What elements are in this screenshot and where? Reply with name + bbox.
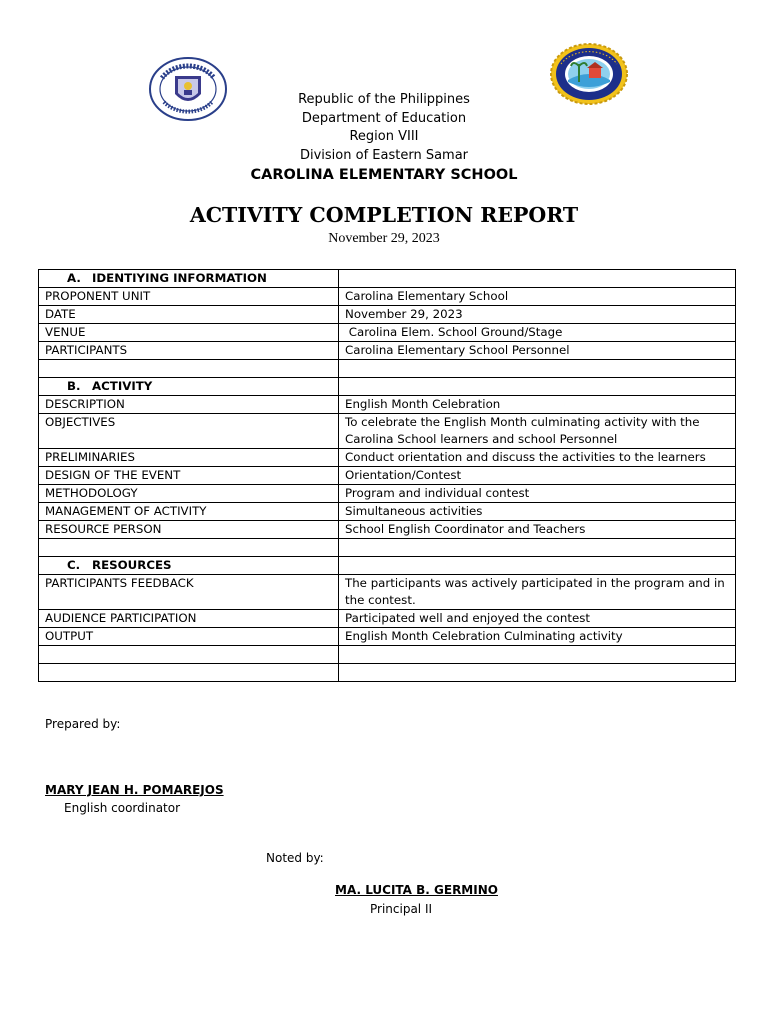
field-label-cell: DATE: [39, 306, 339, 324]
field-value-cell: English Month Celebration Culminating activity: [339, 628, 736, 646]
table-row: [39, 628, 736, 646]
field-label-cell: PARTICIPANTS FEEDBACK: [39, 575, 339, 610]
header-line-division: Division of Eastern Samar: [299, 147, 469, 163]
field-label-cell: PROPONENT UNIT: [39, 288, 339, 306]
field-value-cell: [339, 270, 736, 288]
field-label-cell: VENUE: [39, 324, 339, 342]
field-value-cell: [339, 664, 736, 682]
report-title: ACTIVITY COMPLETION REPORT: [189, 203, 579, 227]
table-row: [39, 664, 736, 682]
field-value-cell: Carolina Elementary School: [339, 288, 736, 306]
field-value-cell: Program and individual contest: [339, 485, 736, 503]
field-value-cell: School English Coordinator and Teachers: [339, 521, 736, 539]
field-label-cell: PARTICIPANTS: [39, 342, 339, 360]
noted-by-label: Noted by:: [266, 851, 324, 865]
section-label: RESOURCES: [92, 558, 172, 572]
table-row: [39, 324, 736, 342]
section-title-cell: [39, 270, 339, 288]
report-table: [38, 269, 736, 682]
field-value-cell: [339, 360, 736, 378]
section-letter: C.: [67, 558, 81, 572]
section-header-row: [39, 557, 736, 575]
section-header-row: [39, 270, 736, 288]
report-date: November 29, 2023: [328, 231, 440, 246]
field-label-cell: [39, 646, 339, 664]
header-line-region: Region VIII: [349, 129, 419, 144]
table-row: [39, 575, 736, 610]
field-label-cell: DESCRIPTION: [39, 396, 339, 414]
field-value-cell: [339, 378, 736, 396]
section-header-row: [39, 378, 736, 396]
section-letter: A.: [67, 271, 81, 285]
field-value-cell: Orientation/Contest: [339, 467, 736, 485]
table-row: [39, 342, 736, 360]
field-value-cell: English Month Celebration: [339, 396, 736, 414]
field-value-cell: [339, 646, 736, 664]
table-row: [39, 521, 736, 539]
header-line-republic: Republic of the Philippines: [298, 92, 470, 107]
table-row: [39, 646, 736, 664]
table-row: [39, 610, 736, 628]
field-value-cell: Carolina Elementary School Personnel: [339, 342, 736, 360]
header-line-department: Department of Education: [301, 110, 467, 126]
prepared-by-label: Prepared by:: [45, 717, 121, 731]
field-label-cell: [39, 539, 339, 557]
table-row: [39, 360, 736, 378]
field-value-cell: To celebrate the English Month culminating activity with the Carolina School learners and school Personnel: [339, 414, 736, 449]
field-label-cell: RESOURCE PERSON: [39, 521, 339, 539]
field-label-cell: OUTPUT: [39, 628, 339, 646]
field-value-cell: [339, 557, 736, 575]
section-label: IDENTIYING INFORMATION: [92, 271, 267, 285]
field-label-cell: OBJECTIVES: [39, 414, 339, 449]
field-label-cell: PRELIMINARIES: [39, 449, 339, 467]
field-value-cell: November 29, 2023: [339, 306, 736, 324]
prepared-by-name: MARY JEAN H. POMAREJOS: [45, 783, 224, 797]
table-row: [39, 396, 736, 414]
field-label-cell: AUDIENCE PARTICIPATION: [39, 610, 339, 628]
field-value-cell: Carolina Elem. School Ground/Stage: [339, 324, 736, 342]
table-row: [39, 306, 736, 324]
header-lines: [0, 91, 768, 165]
table-row: [39, 539, 736, 557]
table-row: [39, 449, 736, 467]
field-label-cell: METHODOLOGY: [39, 485, 339, 503]
table-row: [39, 288, 736, 306]
prepared-by-title: English coordinator: [64, 801, 181, 815]
field-value-cell: Simultaneous activities: [339, 503, 736, 521]
section-label: ACTIVITY: [92, 379, 153, 393]
field-value-cell: Conduct orientation and discuss the activities to the learners: [339, 449, 736, 467]
table-row: [39, 485, 736, 503]
field-value-cell: The participants was actively participated in the program and in the contest.: [339, 575, 736, 610]
table-row: [39, 414, 736, 449]
table-row: [39, 503, 736, 521]
section-title-cell: [39, 378, 339, 396]
field-label-cell: [39, 360, 339, 378]
field-label-cell: DESIGN OF THE EVENT: [39, 467, 339, 485]
field-value-cell: Participated well and enjoyed the contest: [339, 610, 736, 628]
school-name: CAROLINA ELEMENTARY SCHOOL: [250, 167, 518, 183]
section-title-cell: [39, 557, 339, 575]
field-label-cell: MANAGEMENT OF ACTIVITY: [39, 503, 339, 521]
table-row: [39, 467, 736, 485]
section-letter: B.: [67, 379, 81, 393]
noted-by-title: Principal II: [370, 902, 433, 916]
field-value-cell: [339, 539, 736, 557]
noted-by-name: MA. LUCITA B. GERMINO: [335, 883, 498, 897]
field-label-cell: [39, 664, 339, 682]
